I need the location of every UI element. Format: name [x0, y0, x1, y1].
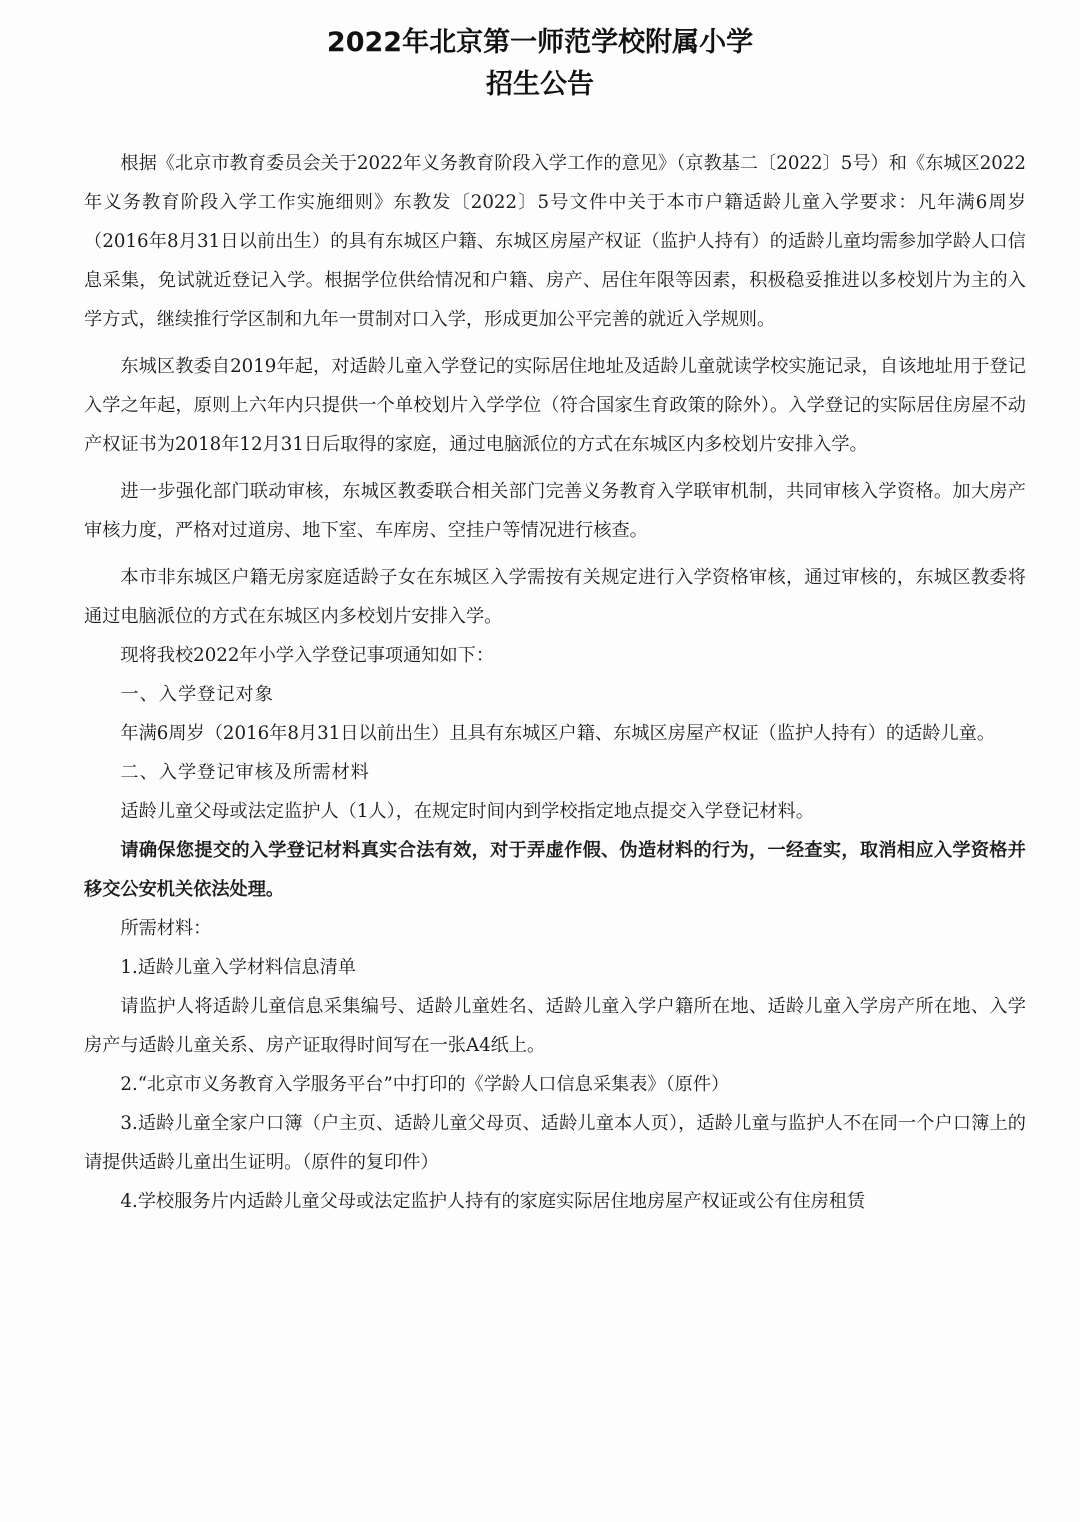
- list-item-material-1: 1.适龄儿童入学材料信息清单: [120, 957, 356, 978]
- paragraph-residence-record: 东城区教委自2019年起，对适龄儿童入学登记的实际居住地址及适龄儿童就读学校实施记录，自该地址用于登记入学之年起，原则上六年内只提供一个单校划片入学学位（符合国家生育政策的除外）。入学登记的实际居住房屋不动产权证书为2018年12月31日后取得的家庭，通过电脑派位的方式在东城区内多校划片安排入学。: [84, 356, 1026, 455]
- paragraph-policy-basis: 根据《北京市教育委员会关于2022年义务教育阶段入学工作的意见》（京教基二〔2022〕5号）和《东城区2022年义务教育阶段入学工作实施细则》东教发〔2022〕5号文件中关于本市户籍适龄儿童入学要求：凡年满6周岁（2016年8月31日以前出生）的具有东城区户籍、东城区房屋产权证（监护人持有）的适龄儿童均需参加学龄人口信息采集，免试就近登记入学。根据学位供给情况和户籍、房产、居住年限等因素，积极稳妥推进以多校划片为主的入学方式，继续推行学区制和九年一贯制对口入学，形成更加公平完善的就近入学规则。: [84, 153, 1026, 330]
- document-body: [84, 144, 1026, 1221]
- paragraph-joint-review: 进一步强化部门联动审核，东城区教委联合相关部门完善义务教育入学联审机制，共同审核入学资格。加大房产审核力度，严格对过道房、地下室、车库房、空挂户等情况进行核查。: [84, 481, 1026, 541]
- paragraph-warning: 请确保您提交的入学登记材料真实合法有效，对于弄虚作假、伪造材料的行为，一经查实，取消相应入学资格并移交公安机关依法处理。: [84, 840, 1026, 900]
- paragraph-submission: 适龄儿童父母或法定监护人（1人），在规定时间内到学校指定地点提交入学登记材料。: [120, 801, 814, 822]
- section-heading-2: 二、入学登记审核及所需材料: [120, 762, 370, 783]
- paragraph-material-1-detail: 请监护人将适龄儿童信息采集编号、适龄儿童姓名、适龄儿童入学户籍所在地、适龄儿童入学房产所在地、入学房产与适龄儿童关系、房产证取得时间写在一张A4纸上。: [84, 996, 1026, 1056]
- paragraph-non-local: 本市非东城区户籍无房家庭适龄子女在东城区入学需按有关规定进行入学资格审核，通过审核的，东城区教委将通过电脑派位的方式在东城区内多校划片安排入学。: [84, 567, 1026, 627]
- paragraph-materials-label: 所需材料：: [120, 918, 212, 939]
- paragraph-notice-intro: 现将我校2022年小学入学登记事项通知如下：: [120, 645, 495, 666]
- list-item-material-2: 2.“北京市义务教育入学服务平台”中打印的《学龄人口信息采集表》（原件）: [120, 1074, 730, 1095]
- list-item-material-3: 3.适龄儿童全家户口簿（户主页、适龄儿童父母页、适龄儿童本人页），适龄儿童与监护人不在同一个户口簿上的请提供适龄儿童出生证明。（原件的复印件）: [84, 1113, 1026, 1173]
- list-item-material-4: 4.学校服务片内适龄儿童父母或法定监护人持有的家庭实际居住地房屋产权证或公有住房租赁: [120, 1191, 866, 1212]
- document-subtitle: 招生公告: [486, 69, 594, 100]
- section-heading-1: 一、入学登记对象: [120, 684, 274, 705]
- document-title: 2022年北京第一师范学校附属小学: [326, 27, 754, 58]
- paragraph-eligibility: 年满6周岁（2016年8月31日以前出生）且具有东城区户籍、东城区房屋产权证（监护人持有）的适龄儿童。: [120, 723, 996, 744]
